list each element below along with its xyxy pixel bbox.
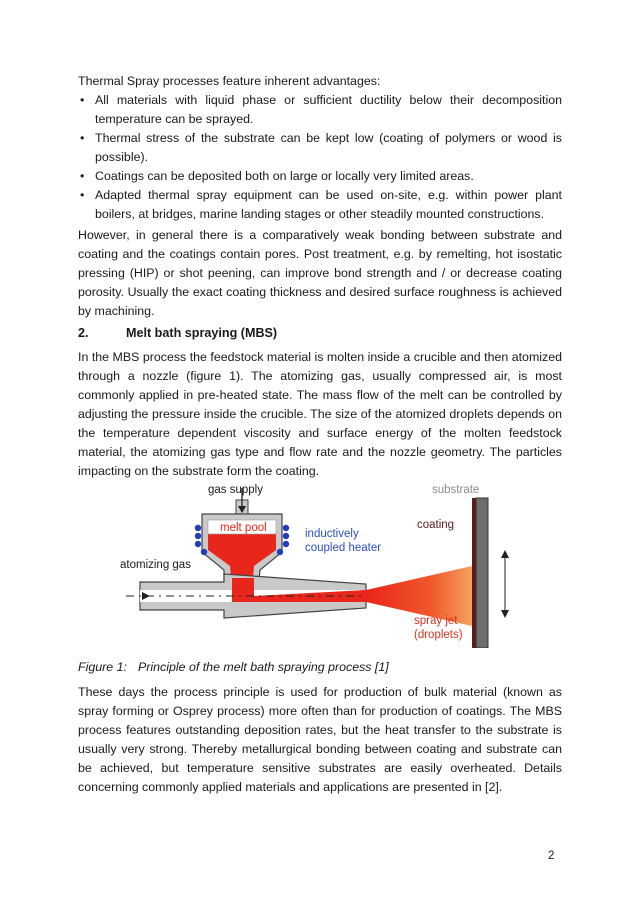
- section-number: 2.: [78, 326, 89, 340]
- mbs-paragraph: In the MBS process the feedstock material is molten inside a crucible and then atomized through a nozzle (figure 1). The atomizing gas, usually compressed air, is most commonly applied in pre-heated state. The mass flow of the melt can be controlled by adjusting the pressure inside the crucible. The size of the atomized droplets depends on the temperature dependent viscosity and surface energy of the molten feedstock material, the atomizing gas type and flow rate and the nozzle geometry. The particles impacting on the substrate form the coating.: [78, 350, 562, 478]
- intro-text: Thermal Spray processes feature inherent advantages:: [78, 74, 381, 88]
- bullet-icon: •: [80, 188, 85, 202]
- heater-label-line2: coupled heater: [305, 542, 382, 554]
- list-item: [78, 91, 562, 129]
- section-heading: [78, 324, 277, 343]
- bullet-icon: •: [80, 93, 85, 107]
- advantages-list: [78, 91, 562, 224]
- section-title: Melt bath spraying (MBS): [126, 326, 278, 340]
- list-item: [78, 167, 562, 186]
- uses-paragraph: These days the process principle is used for production of bulk material (known as spray forming or Osprey process) more often than for production of coatings. The MBS process features outstanding deposition rates, but the heat transfer to the substrate is usually very strong. Thereby metallurgical bonding between coating and substrate can be achieved, but temperature sensitive substrates are easily overheated. Details concerning commonly applied materials and applications are presented in [2].: [78, 685, 562, 794]
- atomizing-gas-label: atomizing gas: [120, 559, 191, 571]
- figure-caption-text: Principle of the melt bath spraying process [1]: [138, 660, 389, 674]
- coating-label: coating: [417, 519, 455, 531]
- substrate: [472, 498, 488, 648]
- figure-caption: [78, 658, 389, 677]
- double-arrow-icon: [501, 550, 509, 618]
- list-item: [78, 186, 562, 224]
- mbs-process-figure: [120, 478, 540, 648]
- bullet-icon: •: [80, 169, 85, 183]
- spray-jet-label-line1: spray jet: [414, 615, 458, 627]
- bullet-icon: •: [80, 131, 85, 145]
- list-item-text: Thermal stress of the substrate can be kept low (coating of polymers or wood is possible).: [95, 131, 562, 164]
- list-item: [78, 129, 562, 167]
- page-number: 2: [548, 850, 555, 862]
- figure-caption-label: Figure 1:: [78, 660, 127, 674]
- melt-pool-label: melt pool: [220, 522, 267, 534]
- bonding-paragraph: However, in general there is a comparatively weak bonding between substrate and coating and the coatings contain pores. Post treatment, e.g. by remelting, hot isostatic pressing (HIP) or shot peening, can improve bond strength and / or decrease coating porosity. Usually the exact coating thickness and desired surface roughness is achieved by machining.: [78, 228, 562, 318]
- list-item-text: All materials with liquid phase or sufficient ductility below their decomposition temperature can be sprayed.: [95, 93, 562, 126]
- list-item-text: Coatings can be deposited both on large or locally very limited areas.: [95, 169, 474, 183]
- list-item-text: Adapted thermal spray equipment can be used on-site, e.g. within power plant boilers, at bridges, marine landing stages or other steadily mounted constructions.: [95, 188, 562, 221]
- gas-supply-label: gas supply: [208, 484, 263, 496]
- heater-label-line1: inductively: [305, 528, 359, 540]
- substrate-label: substrate: [432, 484, 480, 496]
- atomizing-nozzle: [126, 574, 370, 618]
- spray-jet-label-line2: (droplets): [414, 629, 463, 641]
